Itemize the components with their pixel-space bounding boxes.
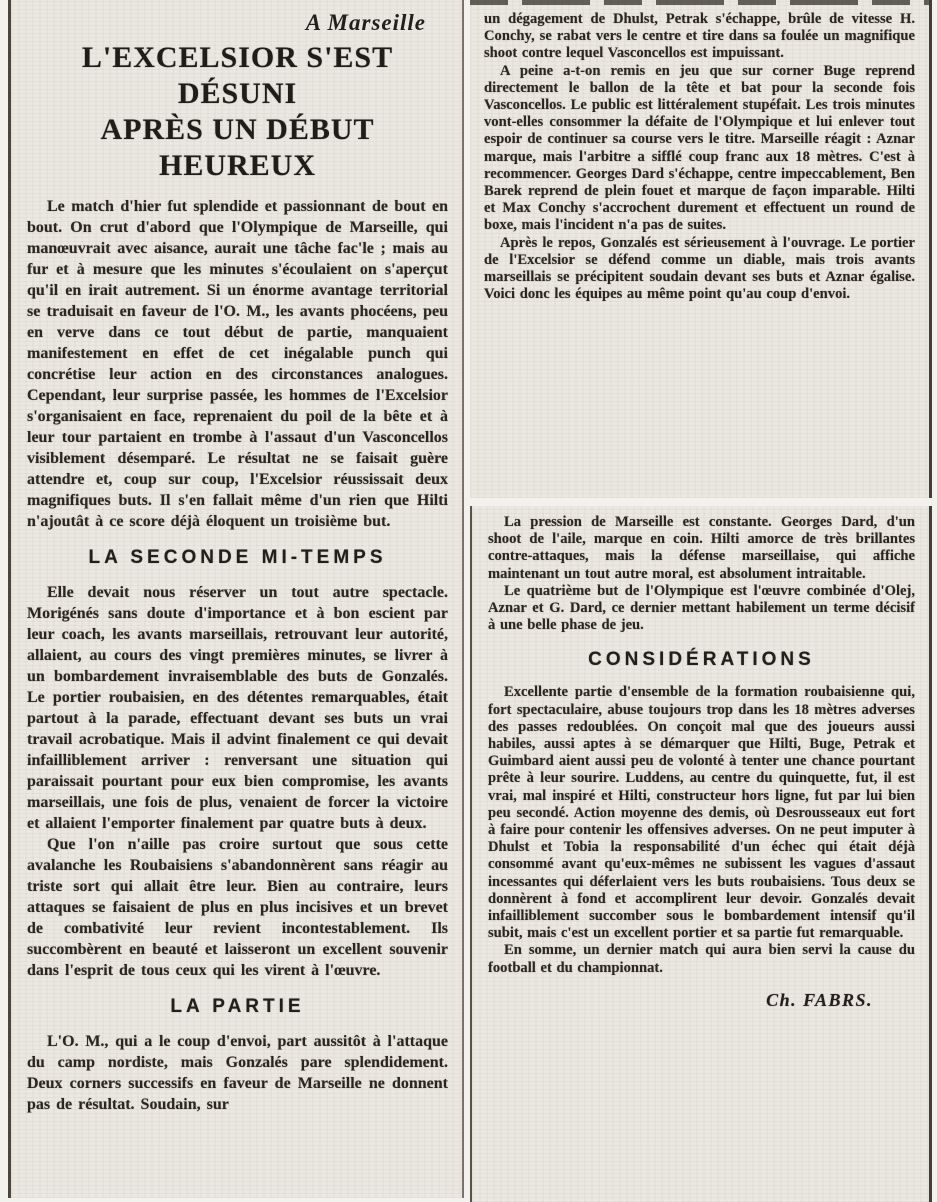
headline	[27, 40, 448, 184]
headline-line-2: APRÈS UN DÉBUT HEUREUX	[100, 113, 375, 182]
paragraph: A peine a-t-on remis en jeu que sur corner Buge reprend directement le ballon de la tête et bat pour la seconde fois Vasconcellos. Le public est littéralement stupéfait. Les trois minutes vont-elles consommer la défaite de l'Olympique et lui enlever tout espoir de continuer sa course vers le titre. Marseille réagit : Aznar marque, mais l'arbitre a sifflé coup franc aux 18 mètres. C'est à recommencer. Georges Dard s'échappe, centre impeccablement, Ben Barek reprend de plein fouet et marque de façon imparable. Hilti et Max Conchy s'accrochent durement et effectuent un round de boxe, mais l'incident n'a pas de suites.	[484, 62, 915, 234]
paragraph: Excellente partie d'ensemble de la formation roubaisienne qui, fort spectaculaire, abuse toujours trop dans les 18 mètres adverses des passes redoublées. On conçoit mal que des joueurs aussi habiles, aussi aptes à se démarquer que Hilti, Buge, Petrak et Guimbard aient aussi peu de volonté à tenter une chance pourtant prête à leur sourire. Luddens, au centre du quinquette, fut, il est vrai, mal inspiré et Hilti, constructeur hors ligne, fut par lui bien peu secondé. Action moyenne des demis, où Desrousseaux eut fort à faire pour contenir les offensives adverses. On ne peut imputer à Dhulst et Tobia la responsabilité d'un échec qui était déjà consommé avant qu'eux-mêmes ne subissent les vagues d'assaut incessantes qui déferlaient vers les buts roubaisiens. Tous deux se donnèrent à fond et accomplirent leur devoir. Gonzalés devait infailliblement succomber sous le bombardement intensif qu'il subit, mais c'est un excellent portier et sa partie fut remarquable.	[488, 684, 915, 942]
subhead-considerations: CONSIDÉRATIONS	[588, 649, 815, 671]
paragraph: La pression de Marseille est constante. Georges Dard, d'un shoot de l'aile, marque en coin. Hilti amorce de très brillantes contre-attaques, mais la défense marseillaise, qui affiche maintenant un tout autre moral, est absolument intraitable.	[488, 514, 915, 582]
paragraph: Elle devait nous réserver un tout autre spectacle. Morigénés sans doute d'importance et à bon escient par leur coach, les avants marseillais, retrouvant leur autorité, allaient, au cours des vingt premières minutes, se livrer à un bombardement invraisemblable des buts de Gonzalés. Le portier roubaisien, en des détentes remarquables, était partout à la parade, effectuant devant ses buts un vrai travail acrobatique. Mais il advint finalement ce qui devait infailliblement arriver : renversant une situation qui paraissait pourtant pour eux bien compromise, les avants marseillais, une fois de plus, venaient de forcer la victoire et allaient l'emporter finalement par quatre buts à deux.	[27, 584, 448, 832]
headline-line-1: L'EXCELSIOR S'EST DÉSUNI	[81, 41, 394, 110]
paragraph: un dégagement de Dhulst, Petrak s'échappe, brûle de vitesse H. Conchy, se rabat vers le centre et tire dans sa foulée un magnifique shoot contre lequel Vasconcellos est impuissant.	[484, 11, 915, 62]
paragraph: En somme, un dernier match qui aura bien servi la cause du football et du championnat.	[488, 942, 915, 976]
subhead-seconde-mi-temps: LA SECONDE MI-TEMPS	[88, 547, 387, 568]
article-right-column-bottom	[470, 506, 932, 1202]
article-right-column-top	[470, 0, 932, 498]
byline: Ch. FABRS.	[766, 989, 873, 1010]
subhead-la-partie: LA PARTIE	[170, 996, 305, 1017]
paragraph: Le quatrième but de l'Olympique est l'œuvre combinée d'Olej, Aznar et G. Dard, ce dernier mettant habilement un terme décisif à une belle phase de jeu.	[488, 582, 915, 634]
torn-edge	[470, 0, 929, 5]
paragraph: Que l'on n'aille pas croire surtout que sous cette avalanche les Roubaisiens s'abandonnèrent sans réagir au triste sort qui allait être leur. Bien au contraire, leurs attaques se faisaient de plus en plus incisives et un brevet de combativité leur revient incontestablement. Ils succombèrent en beauté et laisseront un excellent souvenir dans l'esprit de tous ceux qui les virent à l'œuvre.	[27, 836, 448, 979]
paragraph: Le match d'hier fut splendide et passionnant de bout en bout. On crut d'abord que l'Olympique de Marseille, qui manœuvrait avec aisance, aurait une tâche fac'le ; mais au fur et à mesure que les minutes s'écoulaient on s'aperçut qu'il en irait autrement. Si un énorme avantage territorial se traduisait en faveur de l'O. M., les avants phocéens, peu en verve dans ce tout début de partie, manquaient manifestement en effet de cet inégalable punch qui concrétise leur action en des circonstances analogues. Cependant, leur surprise passée, les hommes de l'Excelsior s'organisaient en face, reprenaient du poil de la bête et à leur tour partaient en trombe à l'assaut d'un Vasconcellos visiblement désemparé. Le résultat ne se faisait guère attendre et, coup sur coup, l'Excelsior réussissait deux magnifiques buts. Il s'en fallait même d'un rien que Hilti n'ajoutât à ce score déjà éloquent un troisième but.	[27, 198, 448, 530]
paragraph: L'O. M., qui a le coup d'envoi, part aussitôt à l'attaque du camp nordiste, mais Gonzalés pare splendidement. Deux corners successifs en faveur de Marseille ne donnent pas de résultat. Soudain, sur	[27, 1033, 448, 1113]
kicker: A Marseille	[305, 10, 426, 35]
article-left-column	[8, 0, 464, 1198]
paragraph: Après le repos, Gonzalés est sérieusement à l'ouvrage. Le portier de l'Excelsior se défend comme un diable, mais trois avants marseillais se précipitent soudain devant ses buts et Aznar égalise. Voici donc les équipes au même point qu'au coup d'envoi.	[484, 234, 915, 303]
